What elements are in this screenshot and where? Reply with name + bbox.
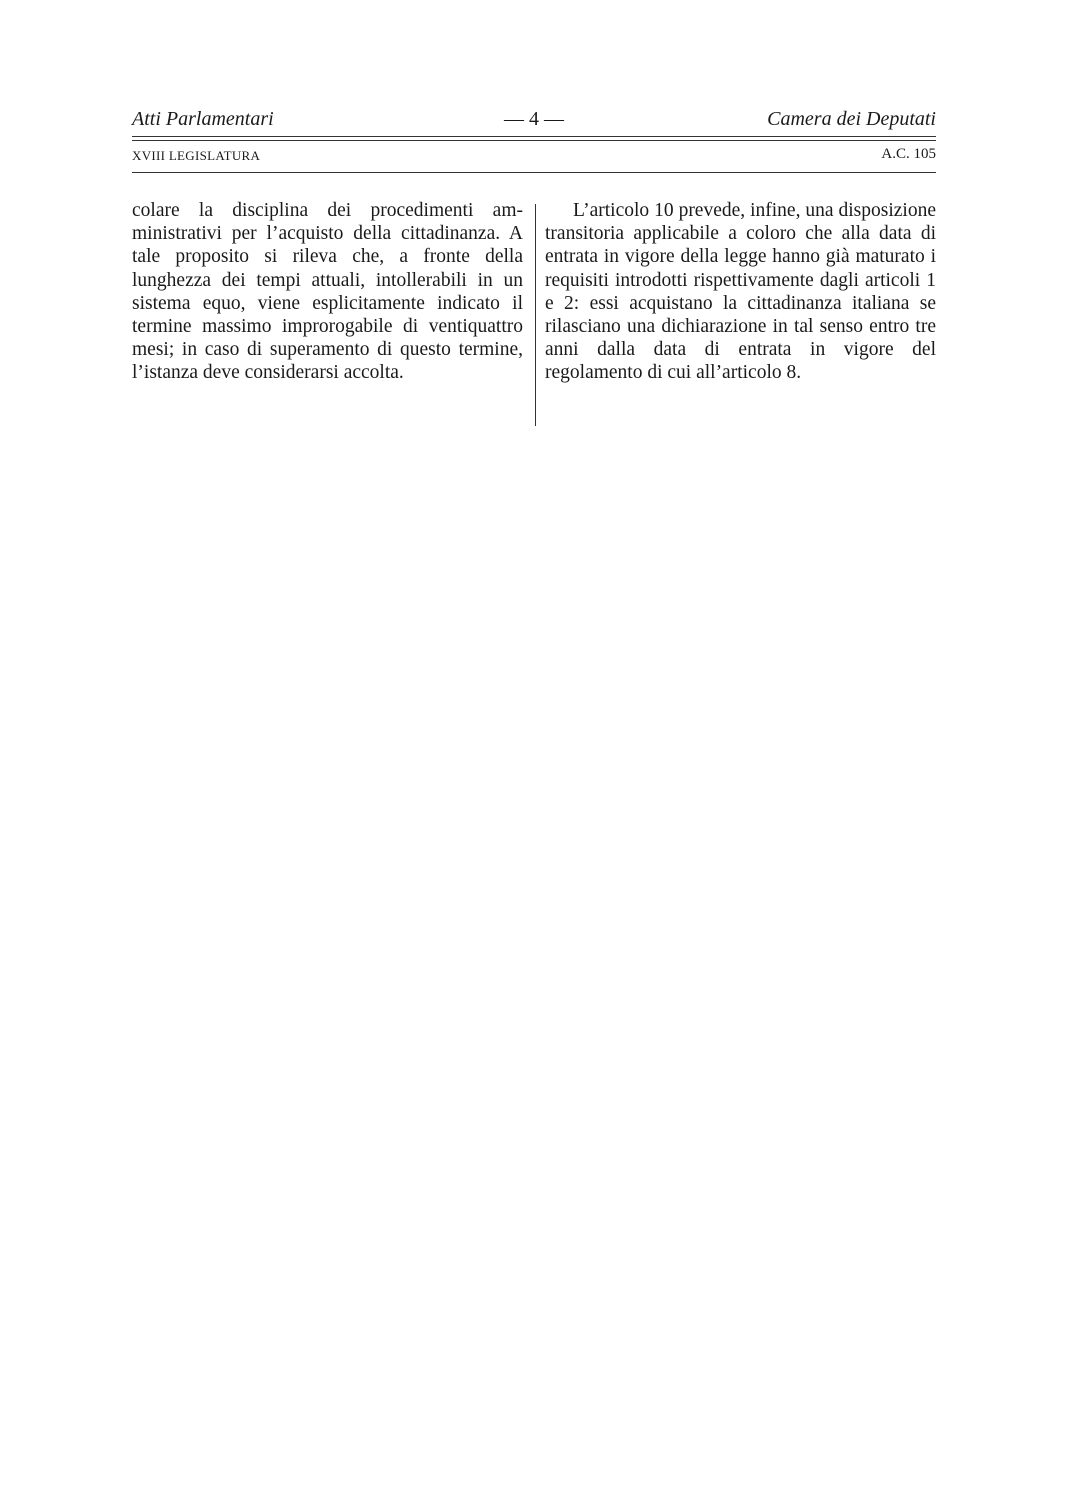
header-chamber-name: Camera dei Deputati xyxy=(767,108,936,130)
legislature-label: XVIII LEGISLATURA xyxy=(132,148,261,163)
running-header xyxy=(132,108,936,136)
left-column-paragraph: colare la disciplina dei procedimenti amministrativi per l’acquisto della cittadinanza. A tale proposito si rileva che, a fronte della lunghezza dei tempi attuali, intollerabili in un sistema equo, viene esplicitamente indicato il termine massimo improrogabile di ventiquattro mesi; in caso di superamento di questo termine, l’istanza deve considerarsi accolta. xyxy=(132,200,523,384)
right-text-column xyxy=(545,199,936,385)
document-id: A.C. 105 xyxy=(881,146,936,162)
right-column-paragraph: L’articolo 10 prevede, infine, una disposizione transitoria applicabile a coloro che alla data di entrata in vigore della legge hanno già maturato i requisiti introdotti rispettivamente dagli articoli 1 e 2: essi acquistano la cittadinanza italiana se rilasciano una dichiarazione in tal senso entro tre anni dalla data di entrata in vigore del regolamento di cui all’articolo 8. xyxy=(545,200,936,384)
running-subheader xyxy=(132,146,936,166)
column-divider xyxy=(535,204,536,426)
subheader-rule xyxy=(132,172,936,173)
document-page xyxy=(132,0,936,1510)
header-publication-title: Atti Parlamentari xyxy=(132,108,274,130)
page-number: — 4 — xyxy=(504,108,564,130)
left-text-column xyxy=(132,199,523,385)
header-double-rule xyxy=(132,136,936,141)
